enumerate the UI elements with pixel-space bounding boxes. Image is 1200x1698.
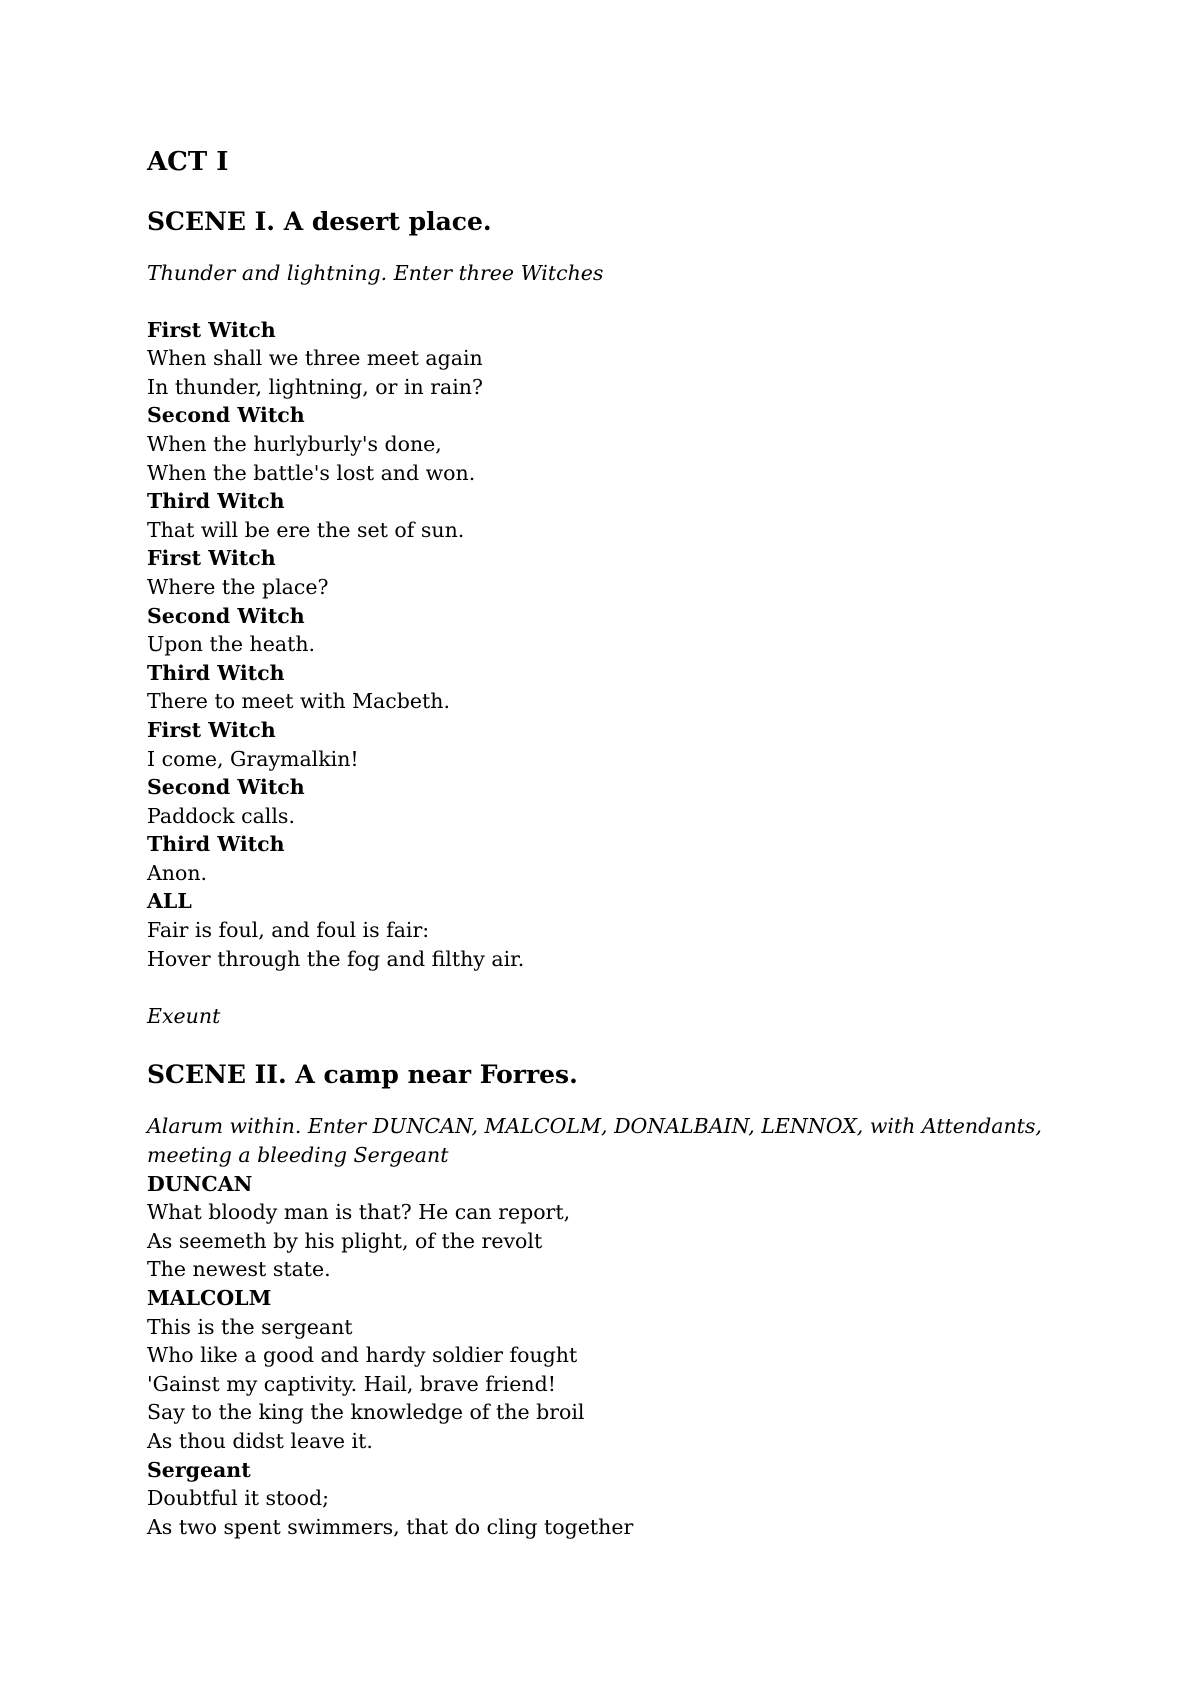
dialogue-line: Say to the king the knowledge of the broil [147, 1400, 585, 1425]
dialogue-line: The newest state. [147, 1257, 331, 1282]
scene-2-heading: SCENE II. A camp near Forres. [147, 1060, 578, 1090]
scene-1-stage-direction: Thunder and lightning. Enter three Witches [147, 261, 604, 285]
scene-2-stage-direction-line: meeting a bleeding Sergeant [147, 1143, 449, 1168]
speaker-name: First Witch [147, 546, 276, 571]
dialogue-line: When the hurlyburly's done, [147, 431, 442, 456]
dialogue-line: What bloody man is that? He can report, [147, 1200, 571, 1225]
dialogue-line: That will be ere the set of sun. [147, 517, 465, 542]
speaker-name: First Witch [147, 717, 276, 742]
script-page [147, 145, 1107, 1541]
dialogue-line: Doubtful it stood; [147, 1486, 329, 1511]
speaker-name: MALCOLM [147, 1286, 272, 1310]
speaker-name: First Witch [147, 317, 276, 342]
dialogue-line: I come, Graymalkin! [147, 746, 359, 771]
dialogue-line: As thou didst leave it. [147, 1428, 373, 1453]
dialogue-line: When the battle's lost and won. [147, 460, 476, 485]
dialogue-line: 'Gainst my captivity. Hail, brave friend! [147, 1371, 556, 1396]
dialogue-line: As seemeth by his plight, of the revolt [147, 1228, 543, 1253]
dialogue-line: There to meet with Macbeth. [147, 689, 450, 714]
speaker-name: ALL [147, 889, 192, 914]
dialogue-line: This is the sergeant [147, 1314, 353, 1339]
dialogue-line: Paddock calls. [147, 803, 295, 828]
scene-2-dialogue [147, 1170, 1107, 1542]
speaker-name: Second Witch [147, 775, 305, 800]
speaker-name: Third Witch [147, 832, 285, 857]
scene-1-heading: SCENE I. A desert place. [147, 207, 492, 236]
dialogue-line: Anon. [147, 860, 208, 885]
speaker-name: Third Witch [147, 489, 285, 514]
dialogue-line: Where the place? [147, 574, 329, 599]
speaker-name: Sergeant [147, 1457, 251, 1482]
scene-2-stage-direction-line: Alarum within. Enter DUNCAN, MALCOLM, DONALBAIN, LENNOX, with Attendants, [147, 1114, 1042, 1139]
speaker-name: Second Witch [147, 403, 305, 428]
speaker-name: Third Witch [147, 660, 285, 685]
dialogue-line: Upon the heath. [147, 632, 316, 657]
dialogue-line: When shall we three meet again [147, 346, 483, 371]
act-title: ACT I [147, 147, 229, 177]
speaker-name: Second Witch [147, 603, 305, 628]
scene-1-dialogue [147, 316, 1107, 974]
dialogue-line: In thunder, lightning, or in rain? [147, 374, 483, 399]
dialogue-line: As two spent swimmers, that do cling together [147, 1514, 634, 1539]
dialogue-line: Hover through the fog and filthy air. [147, 946, 525, 971]
speaker-name: DUNCAN [147, 1171, 253, 1196]
dialogue-line: Who like a good and hardy soldier fought [147, 1343, 578, 1368]
dialogue-line: Fair is foul, and foul is fair: [147, 918, 430, 943]
scene-1-exit-direction: Exeunt [147, 1003, 221, 1028]
